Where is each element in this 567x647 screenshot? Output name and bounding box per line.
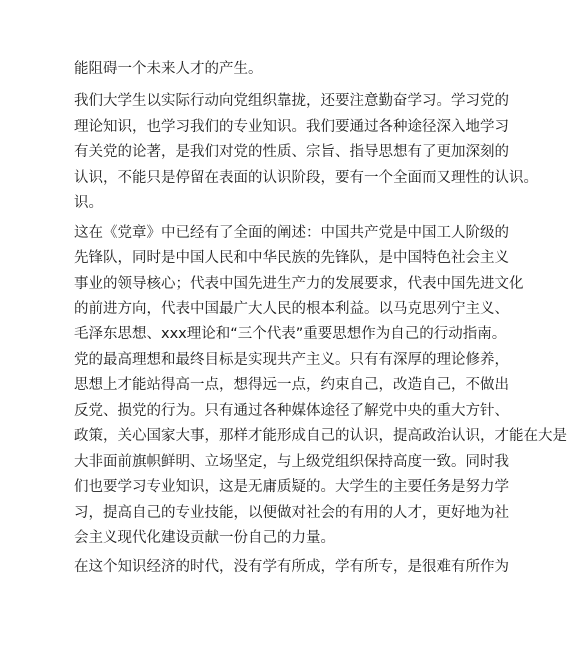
- text-line: 毛泽东思想、xxx理论和“三个代表”重要思想作为自己的行动指南。: [74, 326, 507, 342]
- text-line: 习，提高自己的专业技能，以便做对社会的有用的人才，更好地为社: [74, 505, 509, 521]
- text-line: 党的最高理想和最终目标是实现共产主义。只有有深厚的理论修养，: [74, 352, 509, 368]
- text-line: 事业的领导核心；代表中国先进生产力的发展要求，代表中国先进文化: [74, 276, 524, 292]
- text-line: 反党、损党的行为。只有通过各种媒体途径了解党中央的重大方针、: [74, 403, 509, 419]
- text-line: 我们大学生以实际行动向党组织靠拢，还要注意勤奋学习。学习党的: [74, 93, 509, 109]
- text-line: 理论知识，也学习我们的专业知识。我们要通过各种途径深入地学习: [74, 119, 509, 135]
- text-line: 在这个知识经济的时代，没有学有所成，学有所专，是很难有所作为: [74, 559, 509, 575]
- text-line: 们也要学习专业知识，这是无庸质疑的。大学生的主要任务是努力学: [74, 479, 509, 495]
- text-line: 能阻碍一个未来人才的产生。: [74, 61, 263, 77]
- text-line: 政策，关心国家大事，那样才能形成自己的认识，提高政治认识，才能在大是: [74, 428, 567, 444]
- text-line: 先锋队，同时是中国人民和中华民族的先锋队，是中国特色社会主义: [74, 250, 509, 266]
- text-line: 这在《党章》中已经有了全面的阐述：中国共产党是中国工人阶级的: [74, 225, 509, 241]
- text-line: 思想上才能站得高一点，想得远一点，约束自己，改造自己，不做出: [74, 377, 509, 393]
- text-line: 认识，不能只是停留在表面的认识阶段，要有一个全面而又理性的认识。: [74, 170, 538, 186]
- text-line: 有关党的论著，是我们对党的性质、宗旨、指导思想有了更加深刻的: [74, 144, 509, 160]
- text-line: 的前进方向，代表中国最广大人民的根本利益。以马克思列宁主义、: [74, 301, 509, 317]
- text-line: 会主义现代化建设贡献一份自己的力量。: [74, 530, 335, 546]
- text-line: 大非面前旗帜鲜明、立场坚定，与上级党组织保持高度一致。同时我: [74, 454, 509, 470]
- text-line: 识。: [74, 195, 103, 211]
